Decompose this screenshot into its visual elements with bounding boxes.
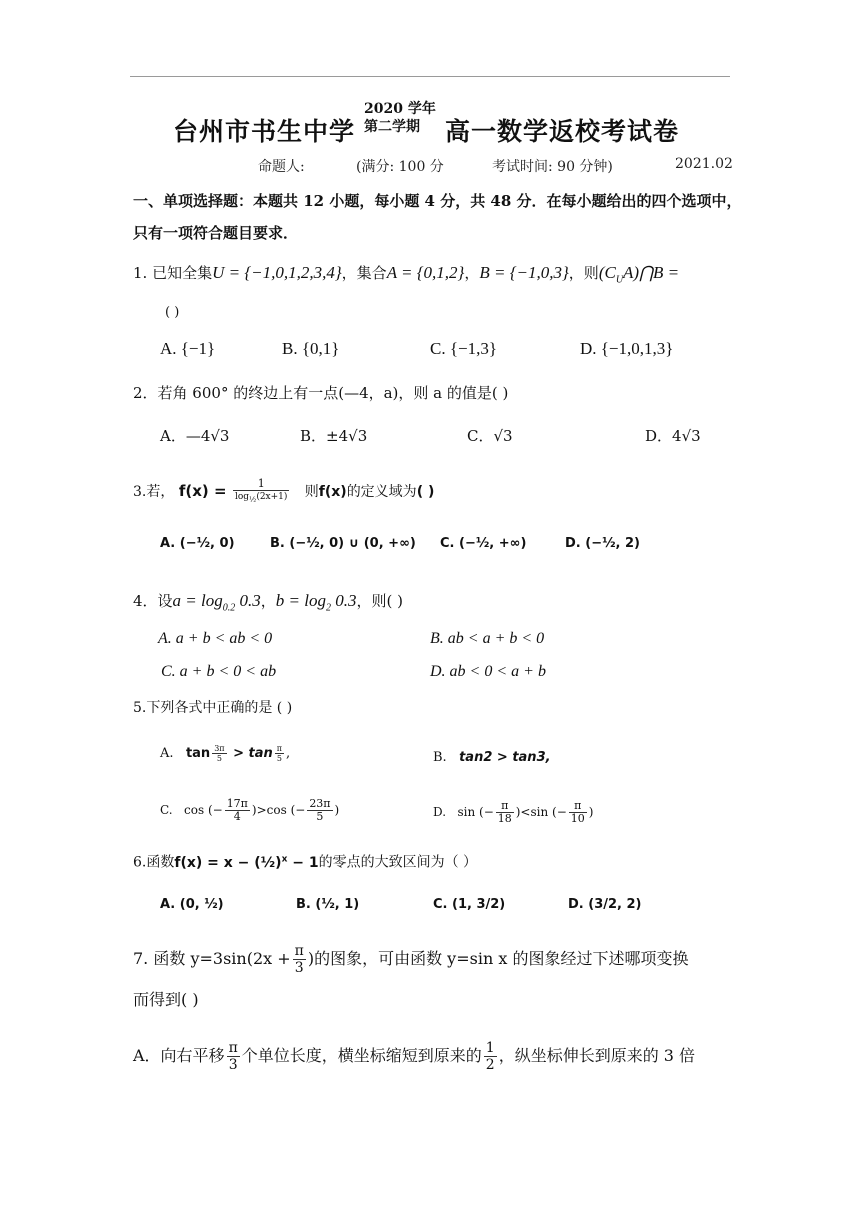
q3-option-d[interactable]: D. (−½, 2) [565,536,640,551]
q4-option-a[interactable]: A. a + b < ab < 0 [158,630,273,647]
section-heading [133,185,742,249]
q4-tail: ，则( ) [356,592,403,610]
q5-option-a[interactable]: A. tan $\frac{3\pi}{5}$ > tan $\frac{\pi}{5}$ , [160,744,291,763]
school-name: 台州市书生中学 [173,117,356,146]
q6-option-b[interactable]: B. (½, 1) [296,897,360,912]
question-1 [133,262,679,291]
q3-prefix: 3.若， [133,483,175,500]
q1-option-d[interactable]: D. {−1,0,1,3} [580,339,674,358]
q1-option-c[interactable]: C. {−1,3} [430,339,497,358]
q4-option-b[interactable]: B. ab < a + b < 0 [430,630,545,647]
year-bottom: 第二学期 [364,119,420,135]
academic-year [364,100,436,136]
meta-date: 2021.02 [675,156,733,172]
q3-suffix: 则 [304,483,319,500]
q3-option-a[interactable]: A. (−½, 0) [160,536,235,551]
question-7: 7. 函数 y=3sin(2x + $\frac{\pi}{3}$ )的图象，可由函数 y=sin x 的图象经过下述哪项变换 [133,943,689,976]
section-line-1: 一、单项选择题：本题共 12 小题，每小题 4 分，共 48 分．在每小题给出的四个选项中， [133,192,742,210]
question-6: 6.函数f(x) = x − (½)$^x$ − 1的零点的大致区间为（ ） [133,854,478,871]
question-5: 5.下列各式中正确的是 ( ) [133,700,293,716]
q6-function: f(x) = x − (½)$^x$ − 1 [174,854,319,871]
q3-function: f(x) = [178,481,227,500]
q2-option-d[interactable]: D．4√3 [645,427,701,445]
q7-option-a[interactable]: A．向右平移 $\frac{\pi}{3}$ 个单位长度，横坐标缩短到原来的 $\frac{1}{2}$ ，纵坐标伸长到原来的 3 倍 [133,1040,696,1073]
section-line-2: 只有一项符合题目要求． [133,224,299,242]
question-3 [133,478,434,506]
q1-set-a: A = {0,1,2} [386,263,465,282]
q2-option-c[interactable]: C．√3 [467,427,513,445]
q4-a: $a = \log_{0.2} 0.3$ [172,591,261,614]
q1-mid2: ， [464,264,480,282]
q4-b: $b = \log_2 0.3$ [275,591,357,614]
q3-fx: f(x) [318,483,347,500]
meta-time: 考试时间: 90 分钟) [492,159,613,175]
q5-option-c[interactable]: C. cos (− $\frac{17\pi}{4}$ )>cos (− $\frac{23\pi}{5}$ ) [160,797,340,823]
exam-name: 高一数学返校考试卷 [445,117,680,146]
q6-option-c[interactable]: C. (1, 3/2) [433,897,506,912]
meta-author: 命题人: [258,159,305,175]
q1-prefix: 1. 已知全集 [133,264,213,282]
q3-paren: ( ) [416,483,435,500]
q6-option-d[interactable]: D. (3/2, 2) [568,897,642,912]
question-2: 2．若角 600° 的终边上有一点(—4，a)，则 a 的值是( ) [133,384,509,402]
q1-option-a[interactable]: A. {−1} [160,339,216,358]
q5-option-d[interactable]: D. sin (− $\frac{\pi}{18}$ )<sin (− $\frac{\pi}{10}$ ) [433,799,594,825]
q3-option-b[interactable]: B. (−½, 0) ∪ (0, +∞) [270,536,416,551]
q6-option-a[interactable]: A. (0, ½) [160,897,224,912]
q4-option-d[interactable]: D. ab < 0 < a + b [430,663,546,680]
q7-line-2: 而得到( ) [133,990,199,1009]
q3-suffix3: 的定义域为 [346,483,417,500]
q3-option-c[interactable]: C. (−½, +∞) [440,536,527,551]
q2-option-a[interactable]: A．—4√3 [160,427,230,445]
q4-sep: ， [260,592,276,610]
q1-option-b[interactable]: B. {0,1} [282,339,340,358]
year-top: 2020 学年 [364,101,436,117]
q3-fraction: $\frac{1}{\log_{\frac{1}{2}}(2x+1)}$ [234,477,288,504]
question-4 [133,590,403,619]
header-rule [130,76,730,77]
exam-title [0,100,860,148]
meta-score: (满分: 100 分 [356,159,444,175]
q1-answer-paren: ( ) [165,305,180,320]
q4-option-c[interactable]: C. a + b < 0 < ab [161,663,277,680]
q1-expr: $(C_UA)⋂B$ = [598,263,680,286]
q1-mid1: ，集合 [341,264,387,282]
q1-set-b: B = {−1,0,3} [479,263,569,282]
q1-mid3: ，则 [568,264,599,282]
q4-prefix: 4．设 [133,592,173,610]
q1-set-u: U = {−1,0,1,2,3,4} [212,263,342,282]
q5-option-b[interactable]: B. tan2 > tan3, [433,750,551,765]
q2-option-b[interactable]: B．±4√3 [300,427,368,445]
